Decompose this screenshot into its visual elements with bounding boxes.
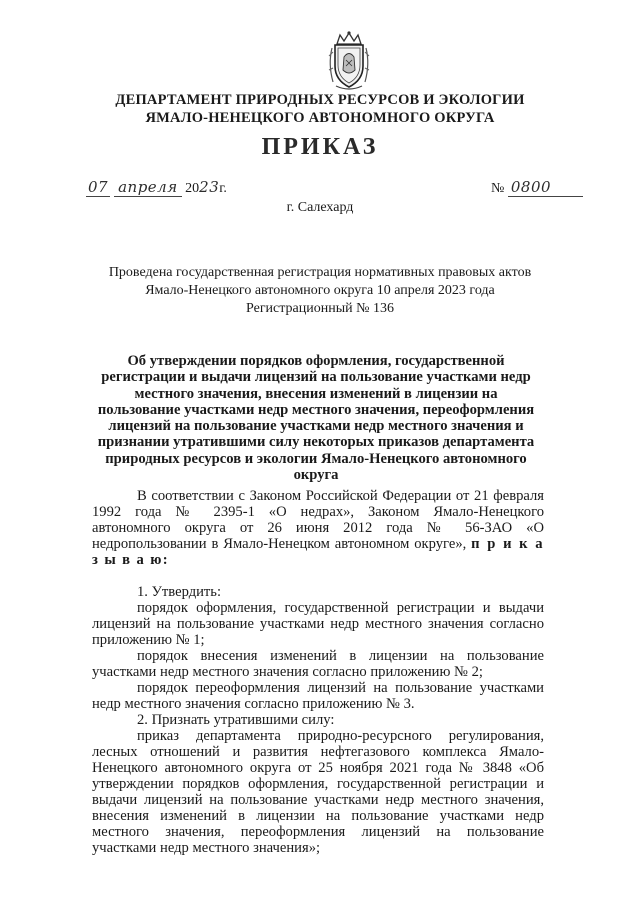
item-1-c: порядок переоформления лицензий на пользование участками недр местного значения согласно приложению № 3.	[92, 680, 544, 712]
registration-line3: Регистрационный № 136	[246, 301, 394, 316]
document-heading: Об утверждении порядков оформления, государственной регистрации и выдачи лицензий на пользование участками недр местного значения, внесения изменений в лицензии на пользование участками недр местного значения, переоформления лицензий на пользование участками недр местного значения и признании утратившими силу некоторых приказов департамента природных ресурсов и экологии Ямало-Ненецкого автономного округа	[97, 353, 535, 484]
registration-line2: Ямало-Ненецкого автономного округа 10 апреля 2023 года	[145, 283, 495, 298]
date-year-suffix: 23	[199, 178, 220, 196]
number-prefix: №	[491, 181, 505, 196]
registration-line1: Проведена государственная регистрация нормативных правовых актов	[108, 265, 532, 280]
item-2-a: приказ департамента природно-ресурсного регулирования, лесных отношений и развития нефтегазового комплекса Ямало-Ненецкого автономного округа от 25 ноября 2021 года № 3848 «Об утверждении порядков оформления, государственной регистрации и выдачи лицензий на пользование участками недр местного значения, внесения изменений в лицензии на пользование участками недр местного значения, переоформления лицензий на пользование участками недр местного значения»;	[92, 728, 544, 856]
order-number	[491, 178, 583, 197]
date-day: 07	[88, 178, 109, 196]
item-1: 1. Утвердить:	[137, 584, 222, 600]
department-name-line2: ЯМАЛО-НЕНЕЦКОГО АВТОНОМНОГО ОКРУГА	[145, 110, 495, 126]
item-1-a: порядок оформления, государственной регистрации и выдачи лицензий на пользование участками недр местного значения согласно приложению № 1;	[92, 600, 544, 648]
date-suffix: г.	[219, 181, 227, 196]
item-2: 2. Признать утратившими силу:	[137, 712, 335, 728]
city: г. Салехард	[286, 200, 354, 215]
document-body	[92, 488, 544, 856]
coat-of-arms-icon	[324, 30, 374, 92]
item-1-b: порядок внесения изменений в лицензии на пользование участками недр местного значения согласно приложению № 2;	[92, 648, 544, 680]
order-title: ПРИКАЗ	[261, 134, 379, 160]
preamble-text: В соответствии с Законом Российской Федерации от 21 февраля 1992 года № 2395-1 «О недрах», Законом Ямало-Ненецкого автономного округа от 26 июня 2012 года № 56-ЗАО «О недропользовании в Ямало-Ненецком автономном округе»,	[92, 488, 544, 552]
preamble-command: п р и к а з ы в а ю:	[92, 536, 544, 568]
department-name-line1: ДЕПАРТАМЕНТ ПРИРОДНЫХ РЕСУРСОВ И ЭКОЛОГИИ	[115, 92, 525, 108]
date-month: апреля	[114, 178, 182, 197]
order-date	[86, 178, 227, 197]
preamble-paragraph	[92, 488, 544, 568]
number-value: 0800	[508, 178, 583, 197]
date-year-prefix: 20	[185, 181, 200, 196]
